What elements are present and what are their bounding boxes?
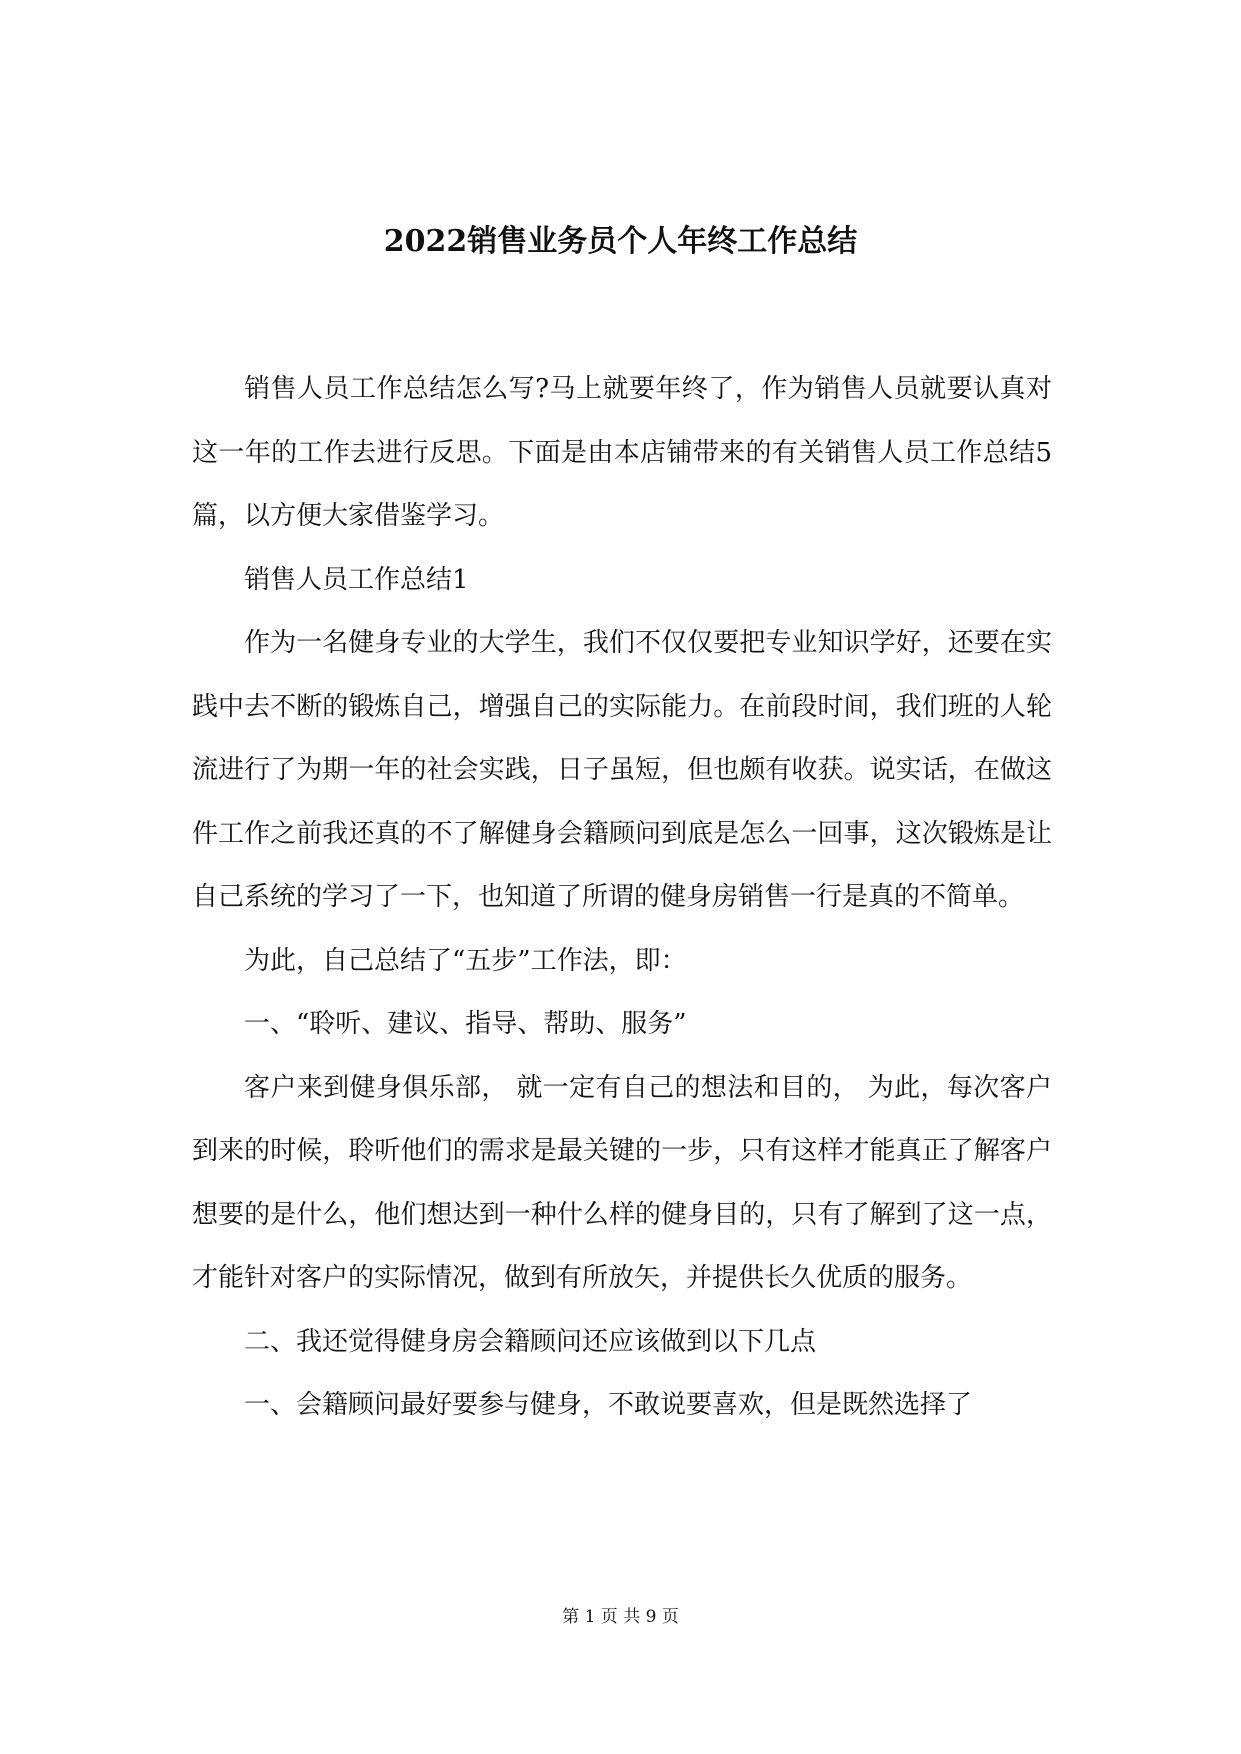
document-title: 2022销售业务员个人年终工作总结 — [383, 224, 858, 259]
paragraph-five-step-intro: 为此，自己总结了“五步”工作法，即： — [244, 945, 687, 976]
section-heading-step-two: 二、我还觉得健身房会籍顾问还应该做到以下几点 — [244, 1326, 817, 1357]
paragraph-point-one: 一、会籍顾问最好要参与健身，不敢说要喜欢，但是既然选择了 — [244, 1390, 973, 1420]
section-heading-summary-1: 销售人员工作总结1 — [244, 564, 469, 595]
paragraph-intro: 销售人员工作总结怎么写?马上就要年终了，作为销售人员就要认真对这一年的工作去进行反思。下面是由本店铺带来的有关销售人员工作总结5篇，以方便大家借鉴学习。 — [192, 374, 1052, 531]
paragraph-listening: 客户来到健身俱乐部， 就一定有自己的想法和目的， 为此，每次客户到来的时候，聆听他们的需求是最关键的一步，只有这样才能真正了解客户想要的是什么，他们想达到一种什么样的健身目的，只有了解到了这一点，才能针对客户的实际情况，做到有所放矢，并提供长久优质的服务。 — [192, 1072, 1052, 1293]
document-body — [192, 358, 1052, 1438]
page-number-footer: 第 1 页 共 9 页 — [562, 1607, 679, 1627]
section-heading-step-one: 一、“聆听、建议、指导、帮助、服务” — [244, 1009, 687, 1039]
paragraph-background: 作为一名健身专业的大学生，我们不仅仅要把专业知识学好，还要在实践中去不断的锻炼自己，增强自己的实际能力。在前段时间，我们班的人轮流进行了为期一年的社会实践，日子虽短，但也颇有收获。说实话，在做这件工作之前我还真的不了解健身会籍顾问到底是怎么一回事，这次锻炼是让自己系统的学习了一下，也知道了所谓的健身房销售一行是真的不简单。 — [192, 628, 1052, 912]
